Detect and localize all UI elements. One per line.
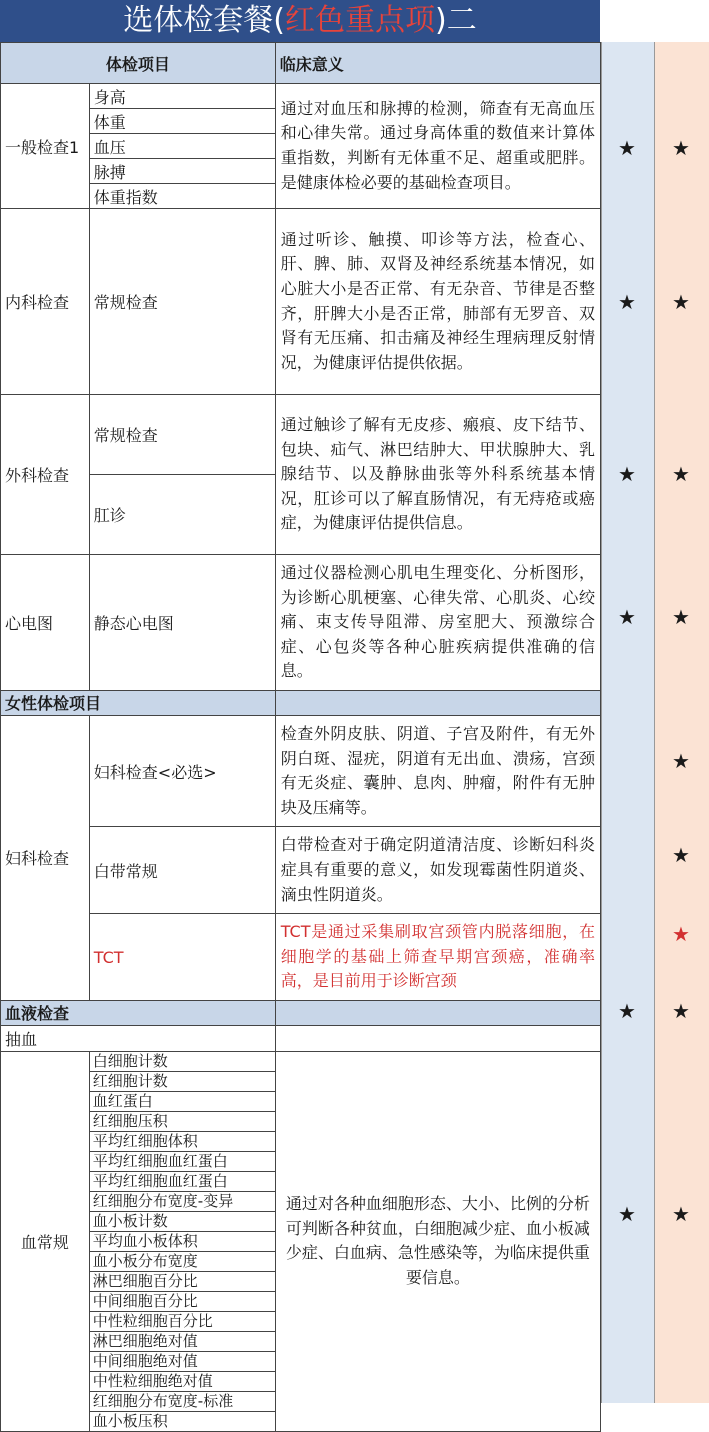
category-general: 一般检查1 [1,84,90,209]
star-internal-2: ★ [672,290,690,314]
item-ecg: 静态心电图 [89,555,275,691]
section-blood-blank [275,1000,600,1025]
category-surgical: 外科检查 [1,395,90,555]
star-ecg-1: ★ [618,605,636,629]
cbc-item: 白细胞计数 [89,1051,275,1071]
cbc-item: 红细胞压积 [89,1111,275,1131]
star-tct: ★ [672,922,690,946]
cbc-item: 平均红细胞体积 [89,1131,275,1151]
cbc-item: 中性粒细胞百分比 [89,1311,275,1331]
item-blood-draw: 抽血 [1,1025,276,1051]
cbc-item: 平均血小板体积 [89,1231,275,1251]
category-gyn: 妇科检查 [1,715,90,1000]
section-blood: 血液检查 [1,1000,276,1025]
star-leucorrhea: ★ [672,843,690,867]
cbc-item: 淋巴细胞百分比 [89,1271,275,1291]
item-gyn-exam: 妇科检查<必选> [89,715,275,826]
item-internal-routine: 常规检查 [89,209,275,395]
cbc-item: 红细胞计数 [89,1071,275,1091]
cbc-item: 中间细胞百分比 [89,1291,275,1311]
meaning-internal: 通过听诊、触摸、叩诊等方法，检查心、肝、脾、肺、双肾及神经系统基本情况，如心脏大小是否正常、有无杂音、节律是否整齐，肝脾大小是否正常，肺部有无罗音、双肾有无压痛、扣击痛及神经生理病理反射情况，为健康评估提供依据。 [275,209,600,395]
star-ecg-2: ★ [672,605,690,629]
cbc-item: 血小板分布宽度 [89,1251,275,1271]
item-leucorrhea: 白带常规 [89,827,275,914]
cbc-item: 平均红细胞血红蛋白 [89,1171,275,1191]
item-surgical-routine: 常规检查 [89,395,275,475]
cbc-item: 血小板计数 [89,1211,275,1231]
star-general-1: ★ [618,136,636,160]
meaning-leucorrhea: 白带检查对于确定阴道清洁度、诊断妇科炎症具有重要的意义，如发现霉菌性阴道炎、滴虫性阴道炎。 [275,827,600,914]
cbc-item: 平均红细胞血红蛋白 [89,1151,275,1171]
item-blood-pressure: 血压 [89,134,275,159]
item-height: 身高 [89,84,275,109]
star-cbc-1: ★ [618,1202,636,1226]
item-bmi: 体重指数 [89,184,275,209]
cbc-item: 血小板压积 [89,1411,275,1431]
star-general-2: ★ [672,136,690,160]
category-internal: 内科检查 [1,209,90,395]
star-draw-2: ★ [672,999,690,1023]
package-column-2-bg [654,42,709,1403]
star-internal-1: ★ [618,290,636,314]
section-female-blank [275,690,600,715]
meaning-surgical: 通过触诊了解有无皮疹、瘢痕、皮下结节、包块、疝气、淋巴结肿大、甲状腺肿大、乳腺结节、以及静脉曲张等外科系统基本情况，肛诊可以了解直肠情况，有无痔疮或癌症，为健康评估提供信息。 [275,395,600,555]
category-ecg: 心电图 [1,555,90,691]
cbc-item: 红细胞分布宽度-变异 [89,1191,275,1211]
cbc-item: 红细胞分布宽度-标准 [89,1391,275,1411]
star-surgical-2: ★ [672,462,690,486]
item-tct: TCT [89,914,275,1001]
package-column-1-bg [601,42,655,1403]
meaning-gyn-exam: 检查外阴皮肤、阴道、子宫及附件，有无外阴白斑、湿疣，阴道有无出血、溃疡，宫颈有无炎症、囊肿、息肉、肿瘤，附件有无肿块及压痛等。 [275,715,600,826]
checkup-table [0,42,601,1432]
cbc-item: 中性粒细胞绝对值 [89,1371,275,1391]
meaning-tct: TCT是通过采集刷取宫颈管内脱落细胞，在细胞学的基础上筛查早期宫颈癌，准确率高，是目前用于诊断宫颈 [275,914,600,1001]
star-draw-1: ★ [618,999,636,1023]
meaning-general: 通过对血压和脉搏的检测，筛查有无高血压和心律失常。通过身高体重的数值来计算体重指数，判断有无体重不足、超重或肥胖。是健康体检必要的基础检查项目。 [275,84,600,209]
item-anal-exam: 肛诊 [89,475,275,555]
star-surgical-1: ★ [618,462,636,486]
cbc-item: 淋巴细胞绝对值 [89,1331,275,1351]
star-cbc-2: ★ [672,1202,690,1226]
header-meaning: 临床意义 [275,43,600,84]
section-female: 女性体检项目 [1,690,276,715]
item-pulse: 脉搏 [89,159,275,184]
header-item: 体检项目 [1,43,276,84]
cbc-item: 中间细胞绝对值 [89,1351,275,1371]
page-title: 选体检套餐(红色重点项)二 [0,0,600,42]
star-gyn-exam: ★ [672,749,690,773]
meaning-ecg: 通过仪器检测心肌电生理变化、分析图形，为诊断心肌梗塞、心律失常、心肌炎、心绞痛、束支传导阻滞、房室肥大、预激综合症、心包炎等各种心脏疾病提供准确的信息。 [275,555,600,691]
cbc-item: 血红蛋白 [89,1091,275,1111]
item-weight: 体重 [89,109,275,134]
meaning-cbc: 通过对各种血细胞形态、大小、比例的分析可判断各种贫血，白细胞减少症、血小板减少症、白血病、急性感染等，为临床提供重要信息。 [275,1051,600,1431]
category-cbc: 血常规 [1,1051,90,1431]
meaning-blood-draw [275,1025,600,1051]
